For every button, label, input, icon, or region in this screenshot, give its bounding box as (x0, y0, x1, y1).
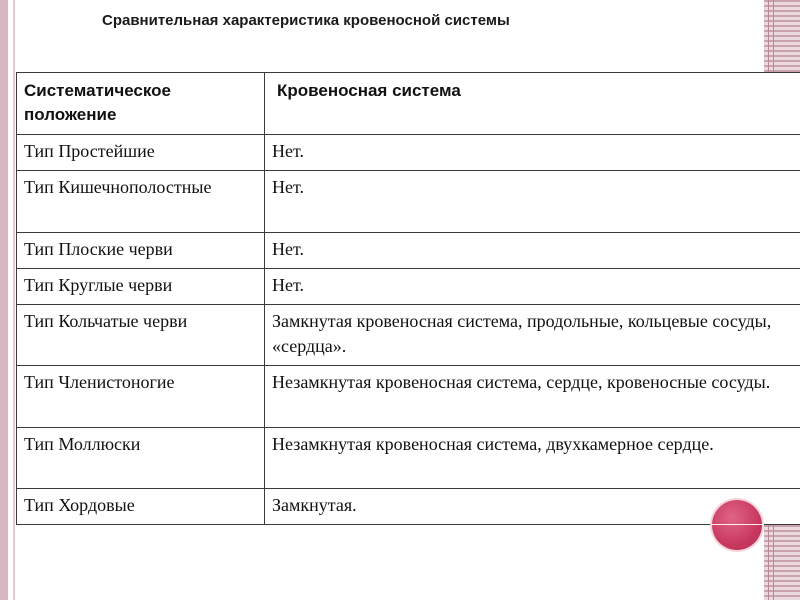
table-cell-system: Нет. (265, 269, 800, 305)
decor-circle (712, 500, 762, 550)
table-row (17, 428, 800, 489)
table-cell-system: Замкнутая кровеносная система, продольные, кольцевые сосуды, «сердца». (265, 305, 800, 366)
table-row (17, 135, 800, 171)
left-decor-bar (0, 0, 8, 600)
table-row (17, 269, 800, 305)
table-cell-system: Замкнутая. (265, 489, 800, 525)
table-row (17, 171, 800, 233)
table-row (17, 366, 800, 428)
header-cell-position: Систематическое положение (17, 73, 265, 135)
header-cell-system: Кровеносная система (265, 73, 800, 135)
table-cell-system: Незамкнутая кровеносная система, сердце, кровеносные сосуды. (265, 366, 800, 428)
table-header-row (17, 73, 800, 135)
table-cell-type: Тип Круглые черви (17, 269, 265, 305)
left-decor-line (13, 0, 15, 600)
table-cell-type: Тип Моллюски (17, 428, 265, 489)
decor-circle-line (712, 524, 764, 525)
table-row (17, 233, 800, 269)
table-row (17, 305, 800, 366)
table-cell-type: Тип Членистоногие (17, 366, 265, 428)
comparison-table (16, 72, 800, 525)
table-row (17, 489, 800, 525)
table-cell-type: Тип Плоские черви (17, 233, 265, 269)
table-cell-type: Тип Хордовые (17, 489, 265, 525)
slide-title: Сравнительная характеристика кровеносной системы (102, 12, 510, 29)
table-cell-system: Нет. (265, 233, 800, 269)
table-cell-system: Незамкнутая кровеносная система, двухкамерное сердце. (265, 428, 800, 489)
table-cell-system: Нет. (265, 135, 800, 171)
table-cell-type: Тип Кишечнополостные (17, 171, 265, 233)
table-cell-type: Тип Простейшие (17, 135, 265, 171)
table-cell-type: Тип Кольчатые черви (17, 305, 265, 366)
table-cell-system: Нет. (265, 171, 800, 233)
